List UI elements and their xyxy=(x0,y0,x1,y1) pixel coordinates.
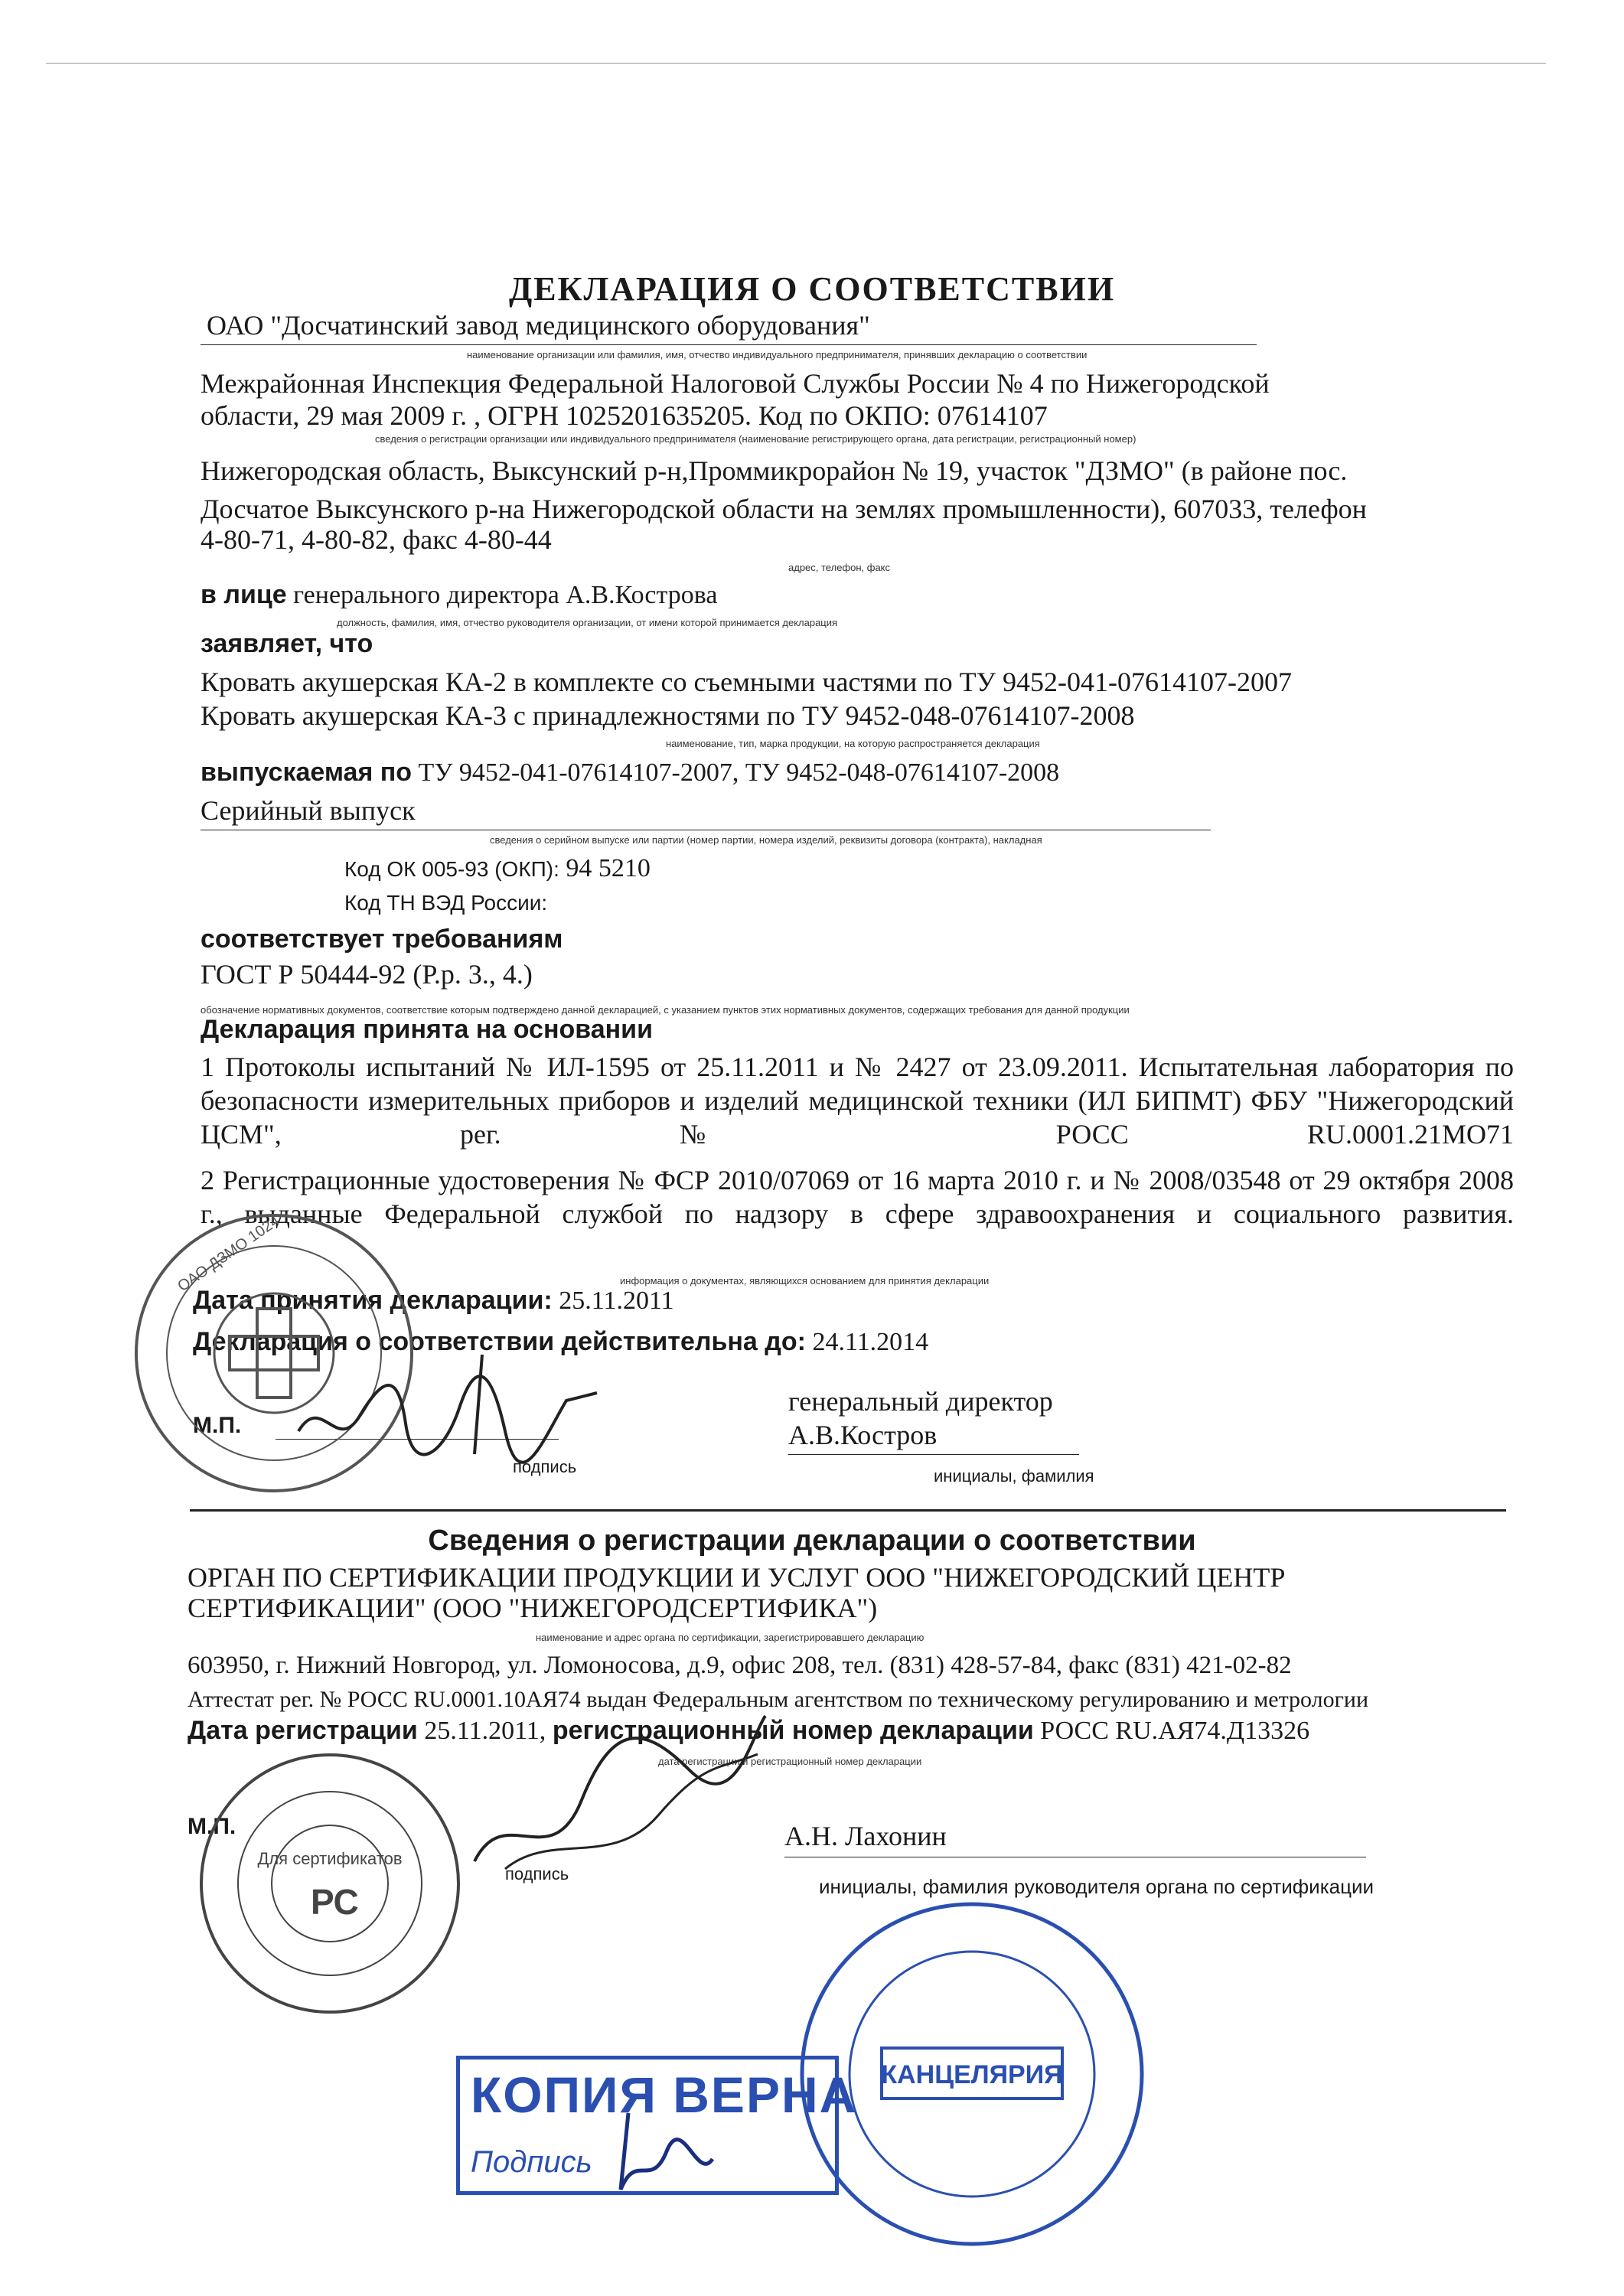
serial-caption: сведения о серийном выпуске или партии (номер партии, номера изделий, реквизиты договора (контракта), накладная xyxy=(490,834,1042,846)
signer-position: генеральный директор xyxy=(788,1386,1053,1417)
underline xyxy=(201,344,1257,345)
applicant-name-caption: наименование организации или фамилия, имя, отчество индивидуального предпринимателя, принявших декларацию о соответствии xyxy=(467,349,1088,360)
office-stamp-text: КАНЦЕЛЯРИЯ xyxy=(881,2060,1063,2089)
accepted-date-label: Дата принятия декларации: xyxy=(193,1286,553,1315)
serial-production: Серийный выпуск xyxy=(201,795,416,826)
represented-caption: должность, фамилия, имя, отчество руководителя организации, от имени которой принимается декларация xyxy=(337,617,838,628)
registration-number-label: регистрационный номер декларации xyxy=(552,1716,1034,1745)
basis-item-2: 2 Регистрационные удостоверения № ФСР 2010/07069 от 16 марта 2010 г. и № 2008/03548 от 29 октября 2008 г., выданные Федеральной службой по надзору в сфере здравоохранения и социального развития. xyxy=(201,1165,1514,1229)
registration-body-line-1: ОРГАН ПО СЕРТИФИКАЦИИ ПРОДУКЦИИ И УСЛУГ ООО "НИЖЕГОРОДСКИЙ ЦЕНТР xyxy=(188,1562,1286,1593)
valid-until-label: Декларация о соответствии действительна до: xyxy=(193,1327,806,1356)
registration-body-line-2: СЕРТИФИКАЦИИ" (ООО "НИЖЕГОРОДСЕРТИФИКА") xyxy=(188,1593,878,1623)
represented-row xyxy=(201,580,717,610)
okp-row xyxy=(344,854,651,883)
registration-date-caption: дата регистрации и регистрационный номер декларации xyxy=(658,1756,922,1767)
certifier-name-caption: инициалы, фамилия руководителя органа по сертификации xyxy=(819,1875,1375,1898)
copy-stamp-signature xyxy=(613,2105,720,2197)
basis-label: Декларация принята на основании xyxy=(201,1015,653,1044)
basis-item-1: 1 Протоколы испытаний № ИЛ-1595 от 25.11.2011 и № 2427 от 23.09.2011. Испытательная лаборатория по безопасности измерительных приборов и изделий медицинской техники (ИЛ БИПМТ) ФБУ "Нижегородский ЦСМ", рег. № РОСС RU.0001.21МО71 xyxy=(201,1052,1514,1150)
product-caption: наименование, тип, марка продукции, на которую распространяется декларация xyxy=(666,738,1040,749)
signature-scribble-2 xyxy=(459,1708,781,1892)
mp-label-1: М.П. xyxy=(193,1413,242,1438)
tnved-label: Код ТН ВЭД России: xyxy=(344,891,548,915)
registration-date-label: Дата регистрации xyxy=(188,1716,418,1745)
registration-line-2: области, 29 мая 2009 г. , ОГРН 1025201635205. Код по ОКПО: 07614107 xyxy=(201,400,1048,431)
conforms-standard: ГОСТ Р 50444-92 (Р.р. 3., 4.) xyxy=(201,959,533,990)
registration-address: 603950, г. Нижний Новгород, ул. Ломоносова, д.9, офис 208, тел. (831) 428-57-84, факс (831) 421-02-82 xyxy=(188,1652,1292,1679)
conforms-caption: обозначение нормативных документов, соответствие которым подтверждено данной декларацией, с указанием пунктов этих нормативных документов, содержащих требования для данной продукции xyxy=(201,1004,1130,1016)
valid-until-value: 24.11.2014 xyxy=(812,1328,929,1356)
okp-label: Код ОК 005-93 (ОКП): xyxy=(344,857,559,881)
cert-stamp-text: Для сертификатов xyxy=(257,1849,403,1868)
registration-attestat: Аттестат рег. № РОСС RU.0001.10АЯ74 выдан Федеральным агентством по техническому регулированию и метрологии xyxy=(188,1687,1369,1712)
registration-line-1: Межрайонная Инспекция Федеральной Налоговой Службы России № 4 по Нижегородской xyxy=(201,368,1270,399)
section-divider xyxy=(190,1509,1506,1512)
declares-label: заявляет, что xyxy=(201,629,373,658)
signature-scribble-1 xyxy=(291,1347,612,1462)
copy-verified-stamp xyxy=(456,2056,858,2195)
produced-label: выпускаемая по xyxy=(201,758,413,787)
signer-name-caption: инициалы, фамилия xyxy=(934,1466,1094,1486)
signature-caption-1: подпись xyxy=(513,1457,577,1476)
registration-heading: Сведения о регистрации декларации о соответствии xyxy=(428,1525,1196,1557)
document-title: ДЕКЛАРАЦИЯ О СООТВЕТСТВИИ xyxy=(508,270,1116,308)
basis-caption: информация о документах, являющихся основанием для принятия декларации xyxy=(620,1275,990,1287)
underline xyxy=(788,1454,1079,1455)
address-line-1: Нижегородская область, Выксунский р-н,Проммикрорайон № 19, участок "ДЗМО" (в районе пос. xyxy=(201,455,1348,486)
conforms-label: соответствует требованиям xyxy=(201,925,563,954)
address-line-3: 4-80-71, 4-80-82, факс 4-80-44 xyxy=(201,524,552,555)
copy-stamp-title: КОПИЯ ВЕРНА xyxy=(471,2066,858,2123)
represented-label: в лице xyxy=(201,580,287,609)
registration-caption: сведения о регистрации организации или индивидуального предпринимателя (наименование регистрирующего органа, дата регистрации, регистрационный номер) xyxy=(375,433,1136,445)
svg-text:РС: РС xyxy=(311,1882,359,1922)
represented-by: генерального директора А.В.Кострова xyxy=(293,581,718,609)
produced-value: ТУ 9452-041-07614107-2007, ТУ 9452-048-07614107-2008 xyxy=(418,758,1060,787)
signer-name: А.В.Костров xyxy=(788,1420,938,1450)
scan-artifact-line xyxy=(46,63,1546,64)
registration-number-value: РОСС RU.АЯ74.Д13326 xyxy=(1040,1717,1310,1745)
okp-value: 94 5210 xyxy=(566,854,651,882)
product-1: Кровать акушерская КА-2 в комплекте со съемными частями по ТУ 9452-041-07614107-2007 xyxy=(201,667,1293,697)
product-2: Кровать акушерская КА-3 с принадлежностями по ТУ 9452-048-07614107-2008 xyxy=(201,700,1135,731)
applicant-name: ОАО "Досчатинский завод медицинского оборудования" xyxy=(207,310,870,341)
certification-body-stamp xyxy=(196,1750,464,2017)
mp-label-2: М.П. xyxy=(188,1814,236,1839)
signature-caption-2: подпись xyxy=(505,1864,569,1883)
certifier-name: А.Н. Лахонин xyxy=(784,1821,947,1851)
registration-body-caption: наименование и адрес органа по сертификации, зарегистрировавшего декларацию xyxy=(536,1632,925,1643)
produced-row xyxy=(201,758,1059,788)
copy-stamp-sign-label: Подпись xyxy=(471,2145,592,2179)
address-line-2: Досчатое Выксунского р-на Нижегородской области на землях промышленности), 607033, телефон xyxy=(201,494,1367,524)
svg-text:ОАО ДЗМО 1024: ОАО ДЗМО 1024 xyxy=(174,1212,283,1296)
address-caption: адрес, телефон, факс xyxy=(788,562,891,573)
accepted-date-value: 25.11.2011 xyxy=(559,1287,674,1315)
registration-date-value: 25.11.2011, xyxy=(424,1717,546,1745)
